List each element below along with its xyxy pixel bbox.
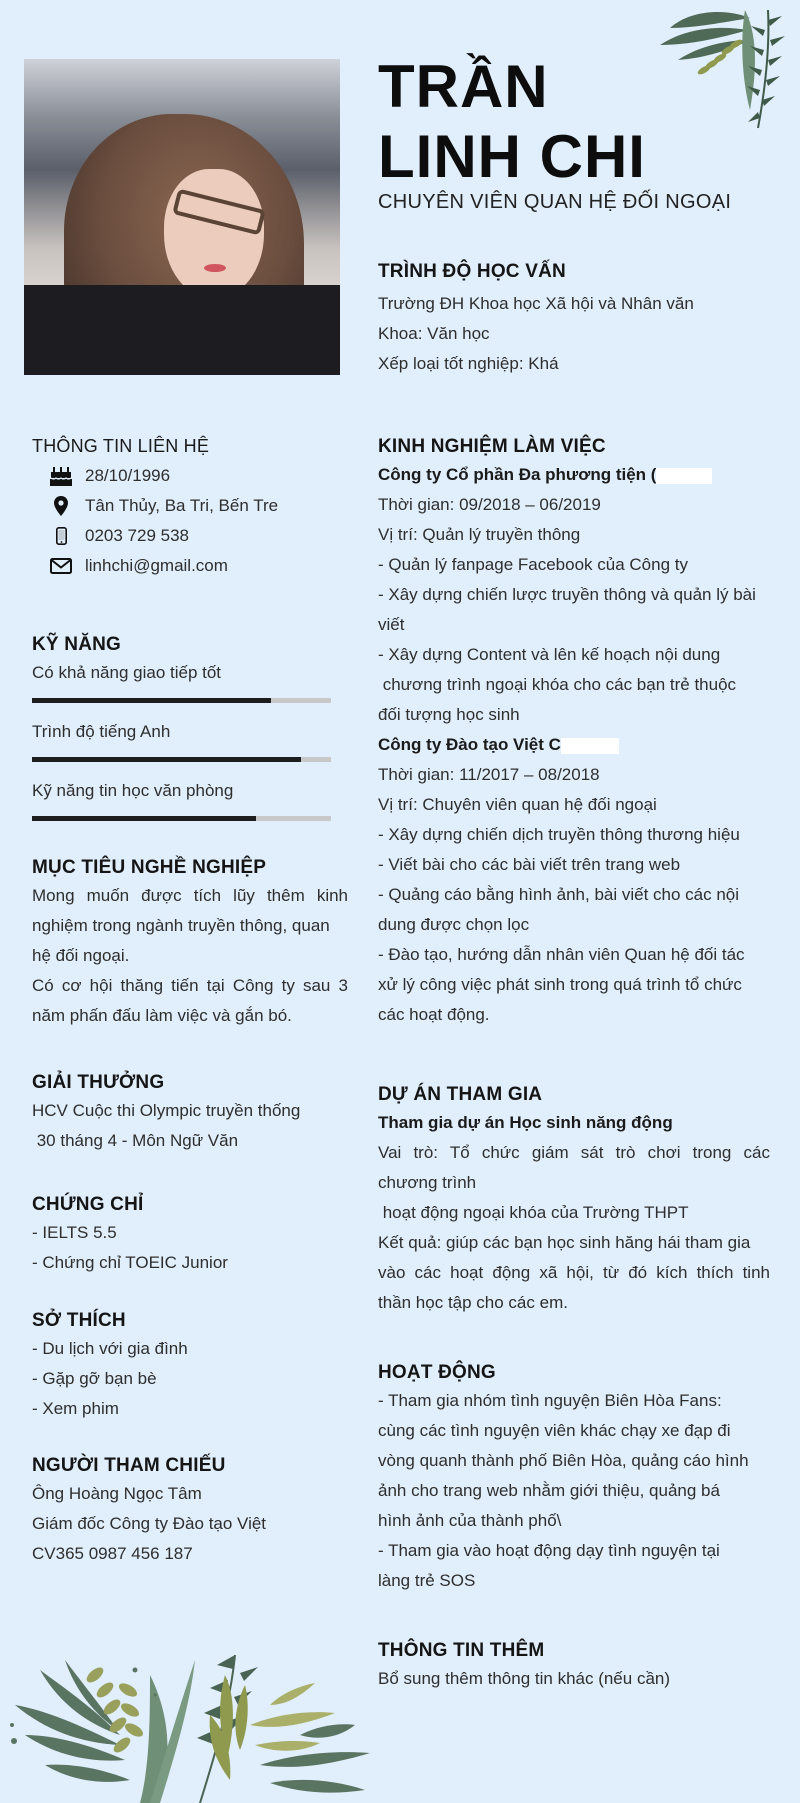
skill-level-bar bbox=[32, 698, 331, 703]
leaf-decoration-top-right-icon bbox=[650, 0, 800, 135]
job-duty: đối tượng học sinh bbox=[378, 705, 520, 724]
objective-section bbox=[32, 857, 348, 1031]
skill-label: Có khả năng giao tiếp tốt bbox=[32, 663, 222, 682]
activity-line: - Tham gia vào hoạt động dạy tình nguyện tại bbox=[378, 1541, 720, 1560]
job-duty: viết bbox=[378, 615, 405, 634]
redaction-block bbox=[561, 738, 619, 754]
job-company bbox=[378, 730, 770, 760]
job-title: CHUYÊN VIÊN QUAN HỆ ĐỐI NGOẠI bbox=[378, 191, 732, 213]
projects-section bbox=[378, 1084, 770, 1318]
awards-section bbox=[32, 1072, 346, 1156]
job-position: Vị trí: Quản lý truyền thông bbox=[378, 525, 581, 544]
job-duty: - Quản lý fanpage Facebook của Công ty bbox=[378, 555, 688, 574]
contact-address-text: Tân Thủy, Ba Tri, Bến Tre bbox=[85, 496, 279, 515]
job-duty: dung được chọn lọc bbox=[378, 915, 530, 934]
skill-level-fill bbox=[32, 816, 256, 821]
contact-birthday-text: 28/10/1996 bbox=[85, 466, 171, 485]
job-duty: - Viết bài cho các bài viết trên trang web bbox=[378, 855, 681, 874]
skills-section bbox=[32, 634, 346, 831]
skill-level-bar bbox=[32, 816, 331, 821]
activity-line: làng trẻ SOS bbox=[378, 1571, 476, 1590]
activities-section bbox=[378, 1362, 770, 1596]
redaction-block bbox=[656, 468, 712, 484]
objective-line: hệ đối ngoại. bbox=[32, 946, 130, 965]
skill-label: Trình độ tiếng Anh bbox=[32, 722, 171, 741]
education-heading: TRÌNH ĐỘ HỌC VẤN bbox=[378, 261, 566, 282]
activity-line: - Tham gia nhóm tình nguyện Biên Hòa Fans: bbox=[378, 1391, 722, 1410]
references-heading: NGƯỜI THAM CHIẾU bbox=[32, 1455, 226, 1476]
skill-label: Kỹ năng tin học văn phòng bbox=[32, 781, 234, 800]
award-line: HCV Cuộc thi Olympic truyền thống bbox=[32, 1101, 301, 1120]
birthday-cake-icon bbox=[49, 465, 73, 487]
additional-info-heading: THÔNG TIN THÊM bbox=[378, 1640, 545, 1661]
skills-heading: KỸ NĂNG bbox=[32, 634, 122, 655]
activities-heading: HOẠT ĐỘNG bbox=[378, 1362, 496, 1383]
award-line: 30 tháng 4 - Môn Ngữ Văn bbox=[32, 1131, 239, 1150]
photo-shirt bbox=[24, 285, 340, 375]
photo-lips bbox=[204, 264, 226, 272]
references-section bbox=[32, 1455, 346, 1569]
job-duty: - Xây dựng Content và lên kế hoạch nội dung bbox=[378, 645, 721, 664]
activity-line: hình ảnh của thành phố\ bbox=[378, 1511, 562, 1530]
job-duty: - Đào tạo, hướng dẫn nhân viên Quan hệ đối tác bbox=[378, 945, 745, 964]
job-entry bbox=[378, 730, 770, 1030]
objective-heading: MỤC TIÊU NGHỀ NGHIỆP bbox=[32, 857, 267, 878]
job-duty: các hoạt động. bbox=[378, 1005, 490, 1024]
job-duty: - Quảng cáo bằng hình ảnh, bài viết cho các nội bbox=[378, 885, 740, 904]
hobbies-heading: SỞ THÍCH bbox=[32, 1310, 126, 1331]
education-line: Xếp loại tốt nghiệp: Khá bbox=[378, 354, 559, 373]
skill-level-fill bbox=[32, 757, 301, 762]
objective-line: Có cơ hội thăng tiến tại Công ty sau 3 bbox=[32, 976, 348, 995]
candidate-name bbox=[378, 52, 646, 192]
objective-line: Mong muốn được tích lũy thêm kinh bbox=[32, 886, 348, 905]
education-line: Trường ĐH Khoa học Xã hội và Nhân văn bbox=[378, 294, 694, 313]
education-line: Khoa: Văn học bbox=[378, 324, 490, 343]
job-duty: xử lý công việc phát sinh trong quá trình tổ chức bbox=[378, 975, 742, 994]
project-line: vào các hoạt động xã hội, từ đó kích thích tinh bbox=[378, 1263, 770, 1282]
activity-line: vòng quanh thành phố Biên Hòa, quảng cáo hình bbox=[378, 1451, 749, 1470]
job-company-text: Công ty Cổ phần Đa phương tiện ( bbox=[378, 465, 657, 484]
skill-item bbox=[32, 719, 346, 762]
project-line: thần học tập cho các em. bbox=[378, 1293, 568, 1312]
certificates-section bbox=[32, 1194, 346, 1278]
experience-heading: KINH NGHIỆM LÀM VIỆC bbox=[378, 436, 606, 457]
skill-item bbox=[32, 660, 346, 703]
certificates-heading: CHỨNG CHỈ bbox=[32, 1194, 144, 1215]
education-section bbox=[378, 261, 770, 379]
certificate-line: - Chứng chỉ TOEIC Junior bbox=[32, 1253, 228, 1272]
skill-level-bar bbox=[32, 757, 331, 762]
activity-line: cùng các tình nguyện viên khác chạy xe đạp đi bbox=[378, 1421, 731, 1440]
name-line-2: LINH CHI bbox=[378, 123, 646, 190]
hobby-line: - Gặp gỡ bạn bè bbox=[32, 1369, 157, 1388]
awards-heading: GIẢI THƯỞNG bbox=[32, 1072, 165, 1093]
contact-phone-text: 0203 729 538 bbox=[85, 526, 189, 545]
hobbies-section bbox=[32, 1310, 346, 1424]
reference-line: Ông Hoàng Ngọc Tâm bbox=[32, 1484, 202, 1503]
profile-photo bbox=[24, 59, 340, 375]
activity-line: ảnh cho trang web nhằm giới thiệu, quảng bá bbox=[378, 1481, 720, 1500]
name-line-1: TRẦN bbox=[378, 53, 549, 120]
project-line: Kết quả: giúp các bạn học sinh hăng hái tham gia bbox=[378, 1233, 751, 1252]
projects-heading: DỰ ÁN THAM GIA bbox=[378, 1084, 543, 1105]
job-period: Thời gian: 09/2018 – 06/2019 bbox=[378, 495, 601, 514]
certificate-line: - IELTS 5.5 bbox=[32, 1223, 117, 1242]
objective-line: năm phấn đấu làm việc và gắn bó. bbox=[32, 1006, 292, 1025]
job-period: Thời gian: 11/2017 – 08/2018 bbox=[378, 765, 600, 784]
contact-birthday bbox=[32, 461, 346, 491]
contact-email bbox=[32, 551, 346, 581]
job-position: Vị trí: Chuyên viên quan hệ đối ngoại bbox=[378, 795, 657, 814]
job-company bbox=[378, 460, 770, 490]
location-pin-icon bbox=[49, 495, 73, 517]
additional-info-section bbox=[378, 1640, 770, 1694]
envelope-icon bbox=[49, 555, 73, 577]
mobile-phone-icon bbox=[49, 525, 73, 547]
contact-email-text: linhchi@gmail.com bbox=[85, 556, 228, 575]
photo-face bbox=[164, 169, 264, 299]
project-line: Vai trò: Tổ chức giám sát trò chơi trong các bbox=[378, 1143, 770, 1162]
contact-address bbox=[32, 491, 346, 521]
objective-line: nghiệm trong ngành truyền thông, quan bbox=[32, 916, 330, 935]
job-duty: chương trình ngoại khóa cho các bạn trẻ thuộc bbox=[378, 675, 737, 694]
hobby-line: - Xem phim bbox=[32, 1399, 119, 1418]
job-duty: - Xây dựng chiến dịch truyền thông thương hiệu bbox=[378, 825, 740, 844]
contact-phone bbox=[32, 521, 346, 551]
skill-item bbox=[32, 778, 346, 821]
contact-section bbox=[32, 436, 346, 581]
skill-level-fill bbox=[32, 698, 271, 703]
leaf-decoration-bottom-left-icon bbox=[0, 1615, 400, 1803]
project-line: chương trình bbox=[378, 1173, 477, 1192]
project-line: hoạt động ngoại khóa của Trường THPT bbox=[378, 1203, 689, 1222]
experience-section bbox=[378, 436, 770, 1030]
reference-line: CV365 0987 456 187 bbox=[32, 1544, 193, 1563]
hobby-line: - Du lịch với gia đình bbox=[32, 1339, 188, 1358]
job-company-text: Công ty Đào tạo Việt C bbox=[378, 735, 561, 754]
project-title: Tham gia dự án Học sinh năng động bbox=[378, 1113, 673, 1132]
contact-heading: THÔNG TIN LIÊN HỆ bbox=[32, 436, 210, 456]
additional-info-line: Bổ sung thêm thông tin khác (nếu cần) bbox=[378, 1669, 671, 1688]
reference-line: Giám đốc Công ty Đào tạo Việt bbox=[32, 1514, 267, 1533]
job-entry bbox=[378, 460, 770, 730]
job-duty: - Xây dựng chiến lược truyền thông và quản lý bài bbox=[378, 585, 756, 604]
